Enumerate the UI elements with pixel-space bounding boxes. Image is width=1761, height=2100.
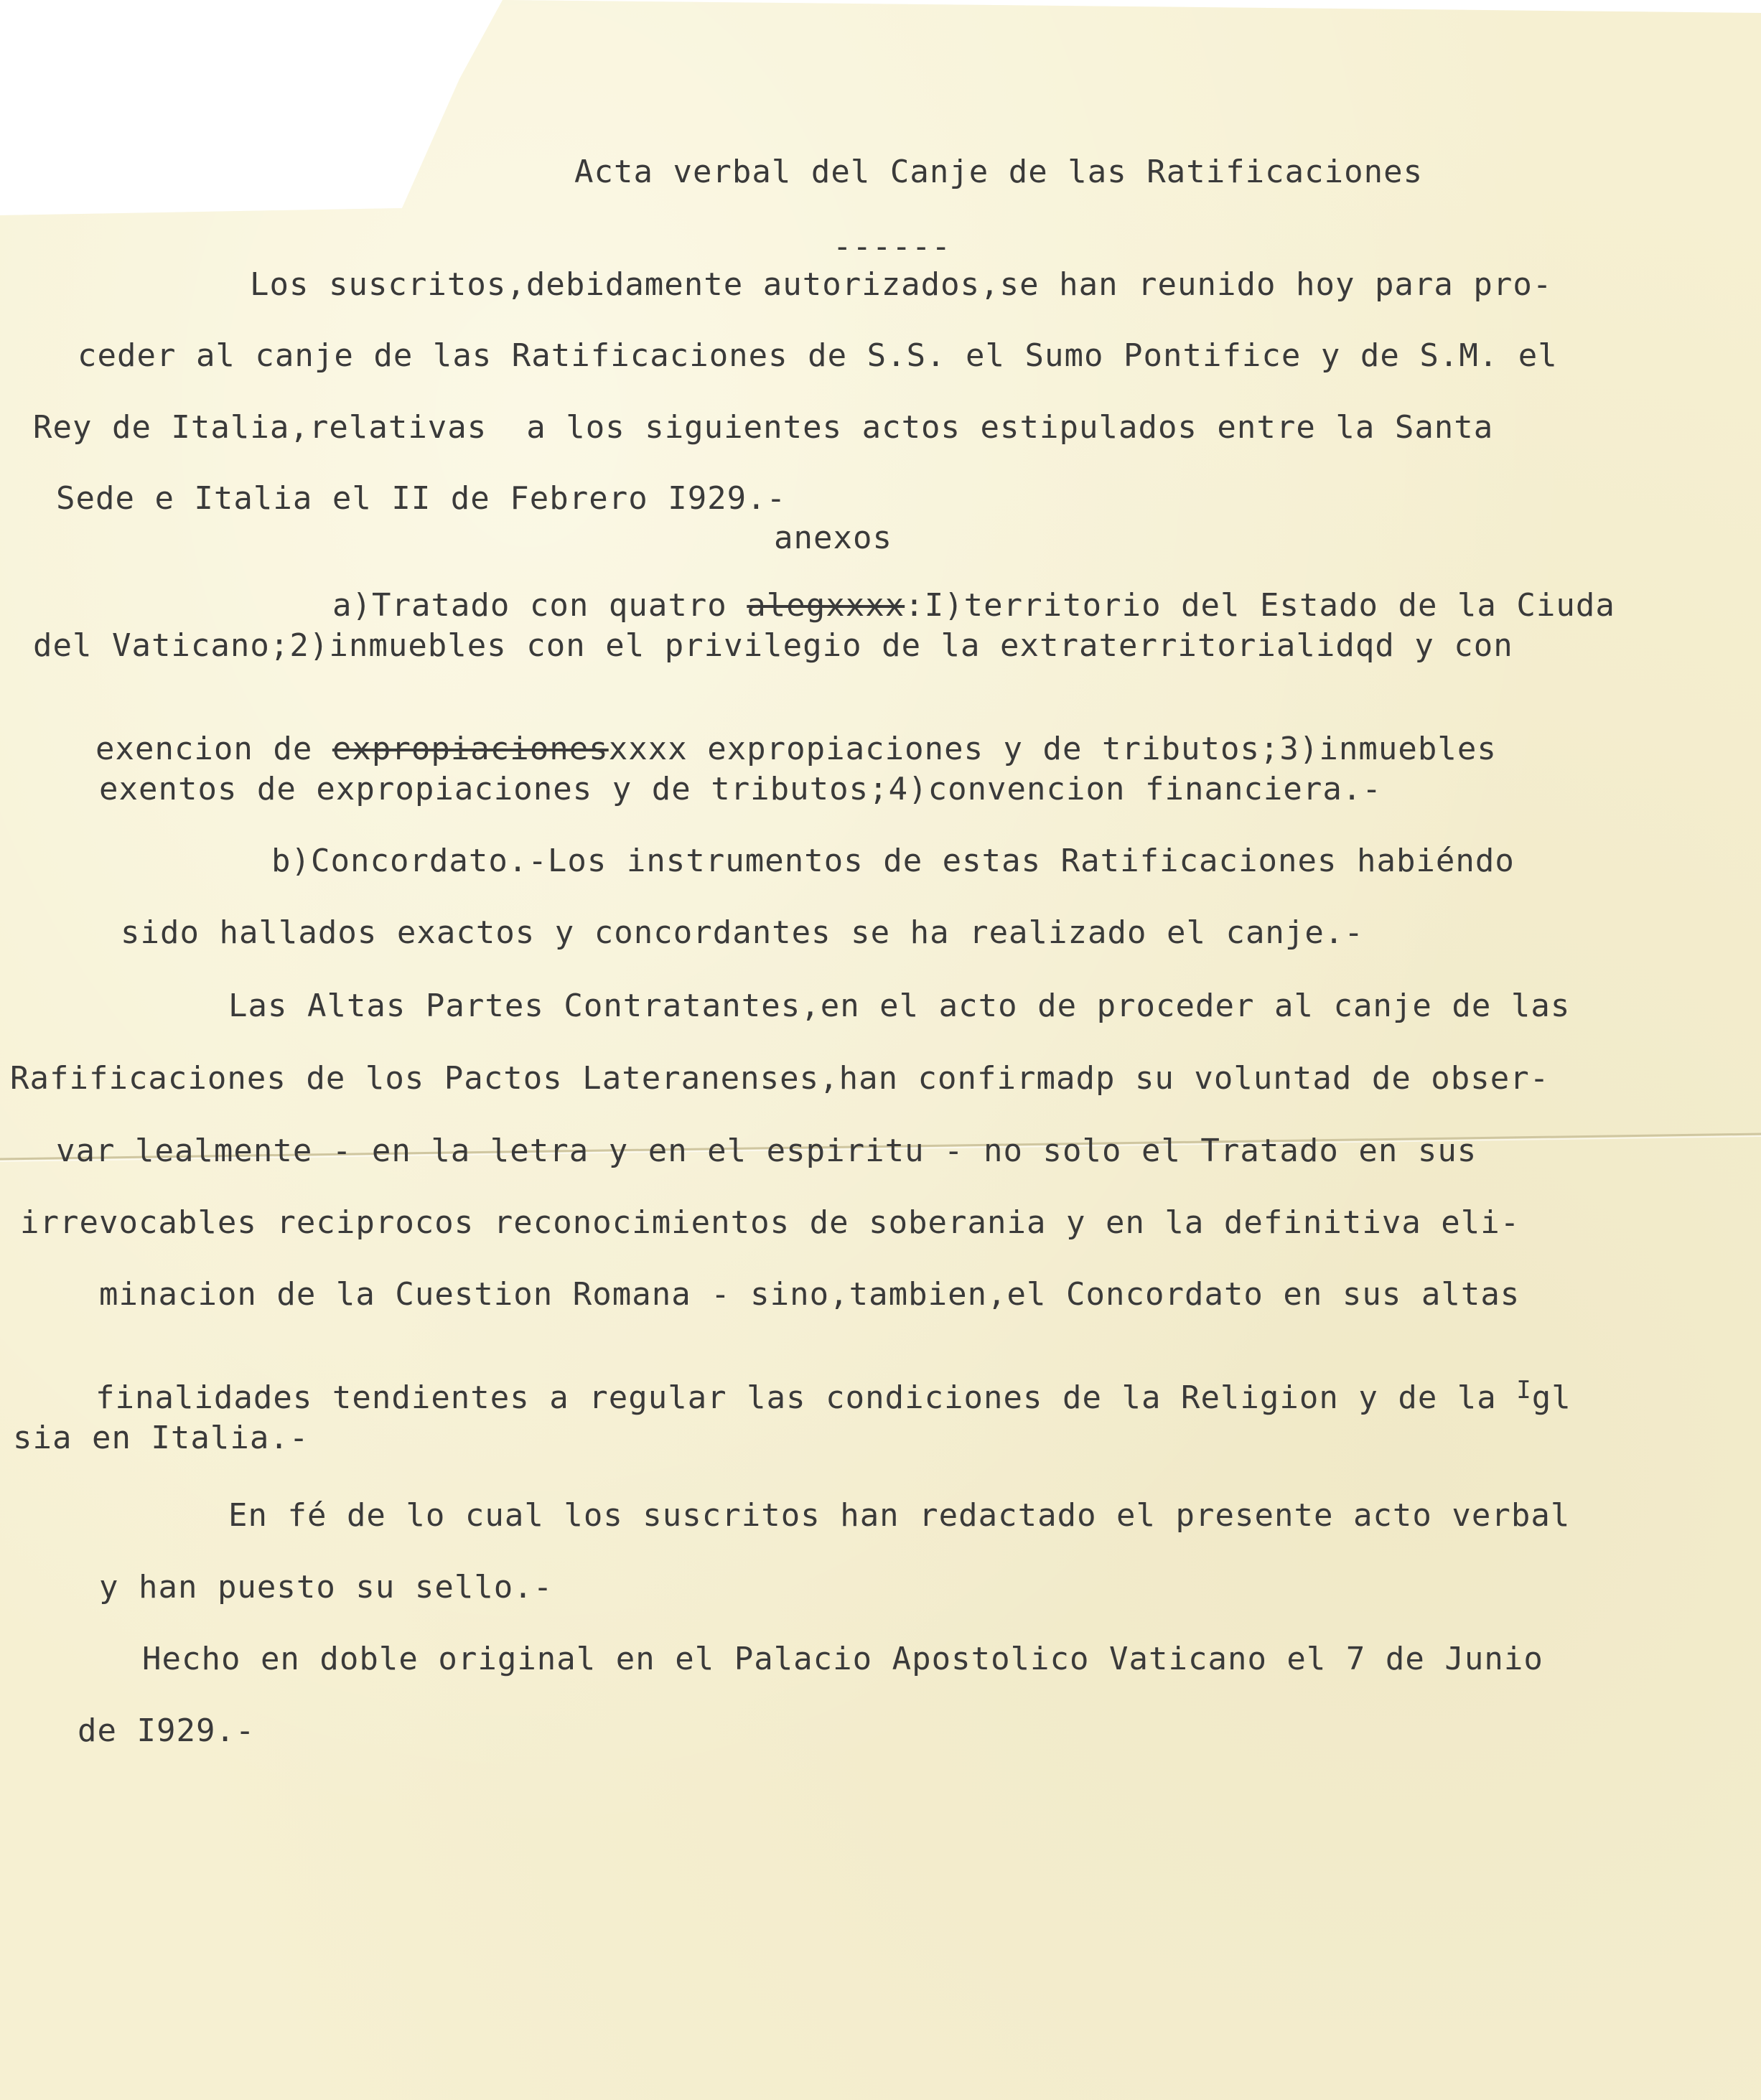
text-segment: :I)territorio del Estado de la Ciuda <box>905 587 1615 624</box>
text-line <box>56 702 1497 765</box>
text-line <box>56 1351 1571 1414</box>
text-line: Las Altas Partes Contratantes,en el acto de proceder al canje de las <box>228 988 1571 1024</box>
text-line: Hecho en doble original en el Palacio Apostolico Vaticano el 7 de Junio <box>142 1641 1543 1677</box>
text-line: En fé de lo cual los suscritos han redactado el presente acto verbal <box>228 1497 1571 1534</box>
text-line: sido hallados exactos y concordantes se ha realizado el canje.- <box>121 914 1364 951</box>
text-line: var lealmente - en la letra y en el espiritu - no solo el Tratado en sus <box>56 1133 1477 1169</box>
annex-label: anexos <box>774 520 892 556</box>
title-divider: ------ <box>833 228 951 265</box>
text-line <box>293 558 1615 622</box>
text-line: de I929.- <box>78 1712 256 1749</box>
document-title: Acta verbal del Canje de las Ratificaciones <box>574 154 1424 190</box>
text-line: y han puesto su sello.- <box>99 1569 553 1606</box>
text-segment: gl <box>1531 1379 1571 1416</box>
text-line: ceder al canje de las Ratificaciones de S.S. el Sumo Pontifice y de S.M. el <box>78 337 1558 374</box>
text-line: sia en Italia.- <box>13 1420 309 1456</box>
text-line: minacion de la Cuestion Romana - sino,tambien,el Concordato en sus altas <box>99 1276 1521 1313</box>
text-segment: xxxx expropiaciones y de tributos;3)inmuebles <box>608 731 1497 767</box>
struck-text: expropiaciones <box>332 731 609 767</box>
text-line: Rey de Italia,relativas a los siguientes actos estipulados entre la Santa <box>33 409 1494 446</box>
text-line: Los suscritos,debidamente autorizados,se han reunido hoy para pro- <box>250 266 1553 303</box>
text-line: del Vaticano;2)inmuebles con el privilegio de la extraterritorialidqd y con <box>33 627 1513 664</box>
text-segment: exencion de <box>95 731 332 767</box>
text-line: b)Concordato.-Los instrumentos de estas Ratificaciones habiéndo <box>271 843 1515 879</box>
text-segment: a)Tratado con quatro <box>332 587 747 624</box>
text-line: Sede e Italia el II de Febrero I929.- <box>56 480 787 517</box>
text-line: irrevocables reciprocos reconocimientos de soberania y en la definitiva eli- <box>20 1204 1521 1241</box>
text-line: exentos de expropiaciones y de tributos;4)convencion financiera.- <box>99 771 1382 807</box>
struck-text: alegxxxx <box>747 587 905 624</box>
text-line: Rafificaciones de los Pactos Lateranenses,han confirmadp su voluntad de obser- <box>10 1060 1550 1097</box>
text-segment: finalidades tendientes a regular las condiciones de la Religion y de la <box>95 1379 1517 1416</box>
superscript-letter: I <box>1516 1376 1532 1405</box>
